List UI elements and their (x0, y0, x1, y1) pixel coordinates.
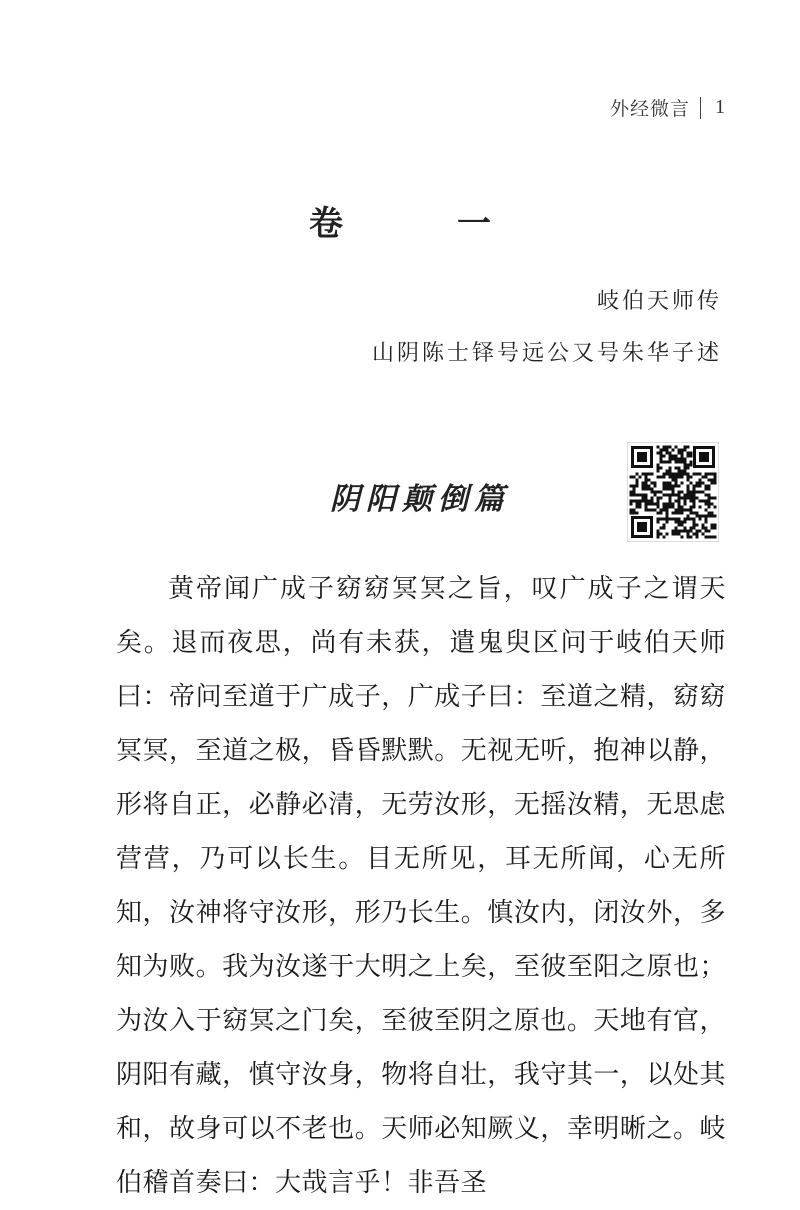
qr-code-icon[interactable] (627, 442, 719, 542)
attribution-transmitter: 岐伯天师传 (596, 289, 722, 314)
chapter-title: 阴阳颠倒篇 (330, 482, 510, 517)
volume-title: 卷 一 (309, 204, 531, 244)
book-title: 外经微言 (609, 98, 690, 120)
page-number: 1 (715, 96, 726, 118)
attribution-author: 山阴陈士铎号远公又号朱华子述 (371, 341, 722, 366)
header-divider (700, 97, 701, 119)
body-paragraph: 黄帝闻广成子窈窈冥冥之旨，叹广成子之谓天矣。退而夜思，尚有未获，遣鬼臾区问于岐伯天师曰：帝问至道于广成子，广成子曰：至道之精，窈窈冥冥，至道之极，昏昏默默。无视无听，抱神以静，形将自正，必静必清，无劳汝形，无摇汝精，无思虑营营，乃可以长生。目无所见，耳无所闻，心无所知，汝神将守汝形，形乃长生。慎汝内，闭汝外，多知为败。我为汝遂于大明之上矣，至彼至阳之原也；为汝入于窈冥之门矣，至彼至阴之原也。天地有官，阴阳有藏，慎守汝身，物将自壮，我守其一，以处其和，故身可以不老也。天师必知厥义，幸明晰之。岐伯稽首奏曰：大哉言乎！非吾圣 (116, 574, 726, 1198)
running-header (610, 94, 726, 121)
